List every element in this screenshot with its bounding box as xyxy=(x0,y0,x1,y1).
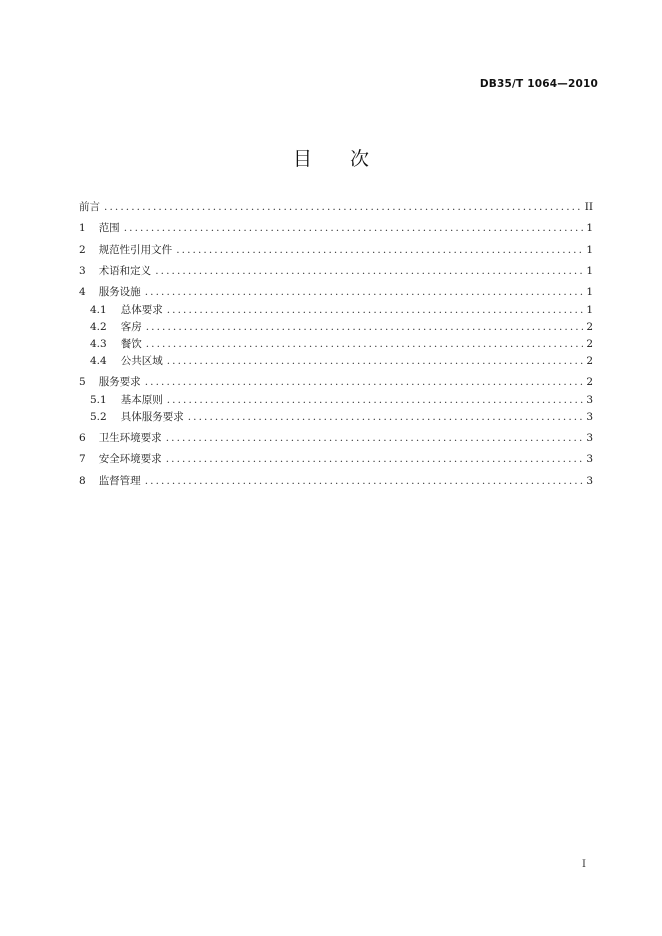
toc-entry-8[interactable] xyxy=(79,472,593,490)
table-of-contents xyxy=(79,198,593,490)
toc-entry-label: 餐饮 xyxy=(120,338,142,351)
toc-entry-label: 安全环境要求 xyxy=(98,453,162,466)
toc-leader xyxy=(145,283,584,301)
toc-leader xyxy=(166,429,584,447)
toc-entry-number: 5.1 xyxy=(90,393,107,406)
toc-entry-page: 3 xyxy=(586,453,593,466)
toc-entry-2[interactable] xyxy=(79,241,593,259)
toc-entry-number: 5.2 xyxy=(90,411,107,424)
toc-leader xyxy=(167,302,584,319)
toc-entry-number: 4.1 xyxy=(90,303,107,316)
toc-entry-label: 范围 xyxy=(98,222,120,235)
page-title xyxy=(0,144,662,171)
page-number: I xyxy=(582,859,586,870)
toc-entry-page: 2 xyxy=(586,320,593,333)
toc-entry-page: 1 xyxy=(586,286,593,299)
toc-entry-number: 1 xyxy=(79,222,86,235)
toc-leader xyxy=(167,392,584,409)
toc-entry-number: 4.3 xyxy=(90,338,107,351)
toc-entry-6[interactable] xyxy=(79,429,593,447)
toc-entry-number: 7 xyxy=(79,453,86,466)
toc-entry-4-3[interactable] xyxy=(79,336,593,353)
toc-entry-1[interactable] xyxy=(79,219,593,237)
toc-entry-page: II xyxy=(584,201,593,213)
title-char-1: 目 xyxy=(292,148,312,170)
toc-entry-5[interactable] xyxy=(79,373,593,391)
toc-entry-page: 1 xyxy=(586,303,593,316)
toc-leader xyxy=(176,241,583,259)
toc-entry-number: 4.2 xyxy=(90,320,107,333)
toc-entry-5-2[interactable] xyxy=(79,409,593,426)
toc-entry-label: 公共区域 xyxy=(120,355,163,368)
toc-entry-page: 3 xyxy=(586,431,593,444)
toc-entry-label: 术语和定义 xyxy=(98,264,152,277)
toc-leader xyxy=(146,336,584,353)
toc-entry-7[interactable] xyxy=(79,450,593,468)
toc-entry-number: 5 xyxy=(79,376,86,389)
toc-entry-number: 4 xyxy=(79,286,86,299)
toc-entry-page: 2 xyxy=(586,376,593,389)
toc-entry-label: 客房 xyxy=(120,320,142,333)
toc-entry-label: 服务设施 xyxy=(98,286,141,299)
toc-entry-5-1[interactable] xyxy=(79,392,593,409)
toc-entry-4-4[interactable] xyxy=(79,353,593,370)
toc-entry-page: 1 xyxy=(586,264,593,277)
toc-entry-number: 3 xyxy=(79,264,86,277)
toc-entry-page: 2 xyxy=(586,338,593,351)
toc-entry-4[interactable] xyxy=(79,283,593,301)
toc-leader xyxy=(145,472,584,490)
toc-entry-number: 6 xyxy=(79,431,86,444)
toc-leader xyxy=(188,409,584,426)
toc-entry-page: 1 xyxy=(586,243,593,256)
toc-entry-label: 卫生环境要求 xyxy=(98,431,162,444)
toc-entry-label: 总体要求 xyxy=(120,303,163,316)
toc-leader xyxy=(146,319,584,336)
toc-entry-page: 2 xyxy=(586,355,593,368)
title-char-2: 次 xyxy=(350,148,370,170)
toc-entry-foreword[interactable] xyxy=(79,198,593,216)
toc-leader xyxy=(124,219,584,237)
toc-entry-label: 基本原则 xyxy=(120,393,163,406)
document-code: DB35/T 1064—2010 xyxy=(479,78,598,90)
toc-leader xyxy=(104,198,582,216)
toc-entry-page: 1 xyxy=(586,222,593,235)
toc-entry-number: 8 xyxy=(79,474,86,487)
toc-entry-label: 前言 xyxy=(79,201,100,213)
toc-leader xyxy=(167,353,584,370)
toc-entry-page: 3 xyxy=(586,474,593,487)
toc-entry-4-2[interactable] xyxy=(79,319,593,336)
toc-entry-3[interactable] xyxy=(79,262,593,280)
toc-entry-number: 4.4 xyxy=(90,355,107,368)
toc-entry-label: 具体服务要求 xyxy=(120,411,184,424)
toc-entry-4-1[interactable] xyxy=(79,302,593,319)
toc-entry-label: 规范性引用文件 xyxy=(98,243,173,256)
toc-entry-page: 3 xyxy=(586,411,593,424)
toc-entry-label: 服务要求 xyxy=(98,376,141,389)
toc-leader xyxy=(145,373,584,391)
toc-leader xyxy=(155,262,583,280)
toc-entry-label: 监督管理 xyxy=(98,474,141,487)
toc-entry-number: 2 xyxy=(79,243,86,256)
toc-entry-page: 3 xyxy=(586,393,593,406)
toc-leader xyxy=(166,450,584,468)
